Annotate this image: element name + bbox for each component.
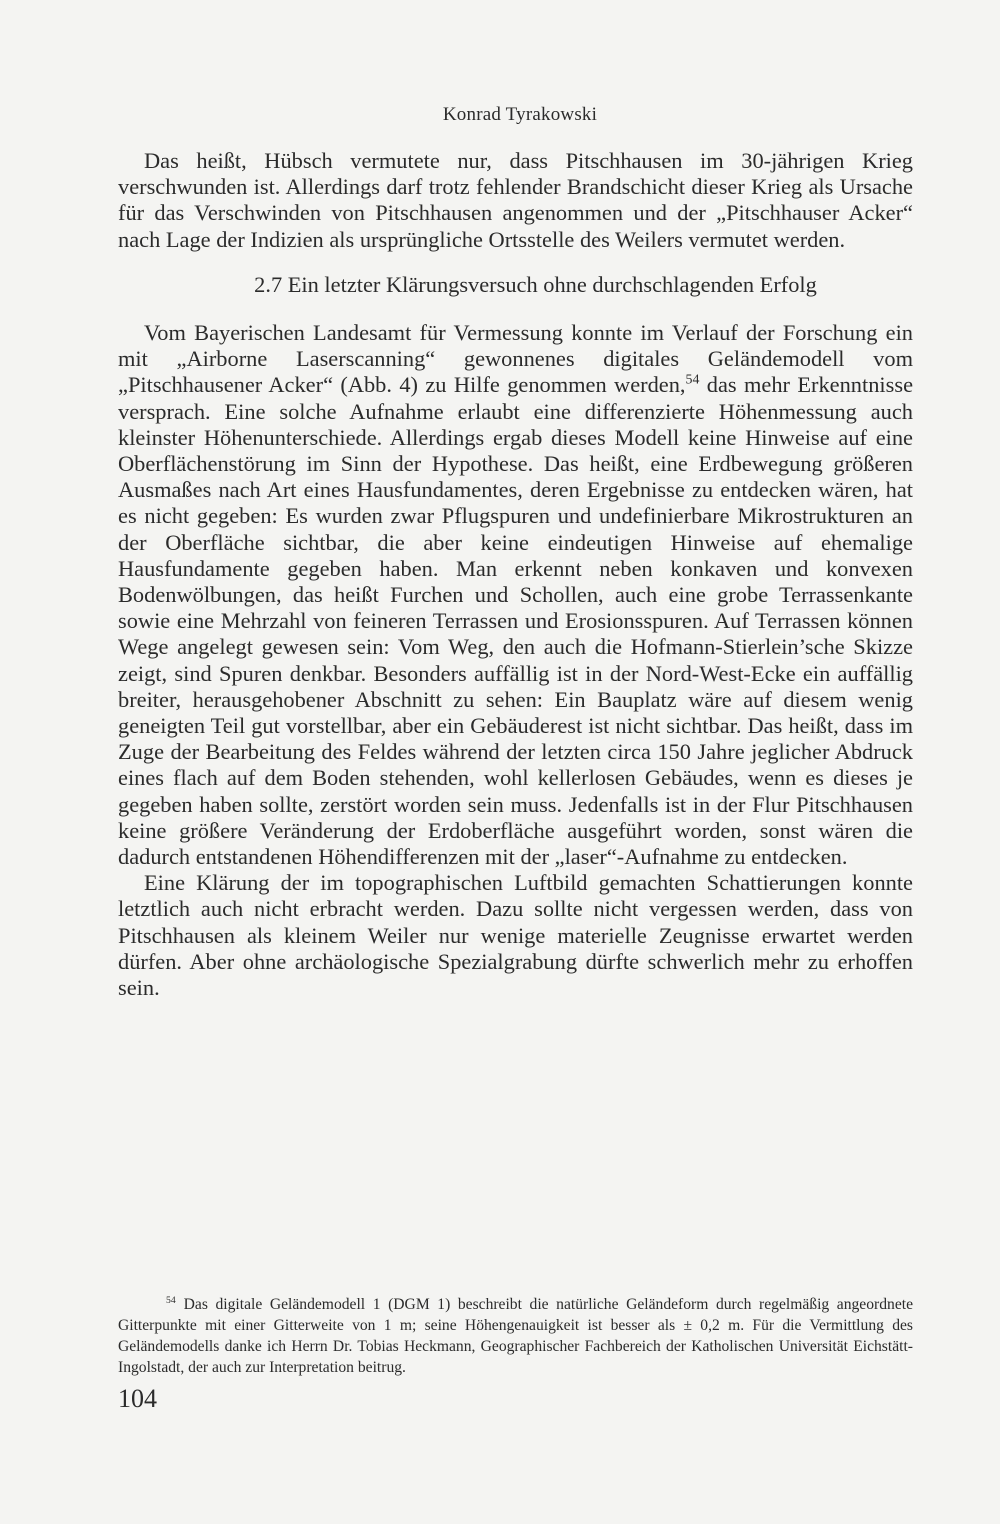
- footnote-reference-54[interactable]: 54: [685, 372, 700, 388]
- page-number: 104: [118, 1384, 157, 1413]
- paragraph-2: [118, 320, 913, 870]
- running-head: Konrad Tyrakowski: [442, 104, 598, 125]
- footnote-54: $^{54}$ Das digitale Geländemodell 1 (DGM 1) beschreibt die natürliche Geländeform durch regelmäßig angeordnete Gitterpunkte mit einer Gitterweite von 1 m; seine Höhengenauigkeit ist besser als ± 0,2 m. Für die Vermittlung des Geländemodells danke ich Herrn Dr. Tobias Heckmann, Geographischer Fachbereich der Katholischen Universität Eichstätt-Ingolstadt, der auch zur Interpretation beitrug.: [118, 1294, 913, 1376]
- main-text: [118, 148, 913, 1001]
- paragraph-3: Eine Klärung der im topographischen Luftbild gemachten Schattierungen konnte letztlich auch nicht erbracht werden. Dazu sollte nicht vergessen werden, dass von Pitschhausen als kleinem Weiler nur wenige materielle Zeugnisse erwartet werden dürfen. Aber ohne archäologische Spezialgrabung dürfte schwerlich mehr zu erhoffen sein.: [118, 870, 913, 1001]
- section-heading: 2.7 Ein letzter Klärungsversuch ohne durchschlagenden Erfolg: [254, 271, 817, 297]
- footnote-text: Das digitale Geländemodell 1 (DGM 1) beschreibt die natürliche Geländeform durch regelmäßig angeordnete Gitterpunkte mit einer Gitterweite von 1 m; seine Höhengenauigkeit ist besser als ± 0,2 m. Für die Vermittlung des Geländemodells danke ich Herrn Dr. Tobias Heckmann, Geographischer Fachbereich der Katholischen Universität Eichstätt-Ingolstadt, der auch zur Interpretation beitrug.: [118, 1296, 913, 1376]
- footnotes: [118, 1294, 913, 1378]
- paragraph-2-text-a: Vom Bayerischen Landesamt für Vermessung konnte im Verlauf der Forschung ein mit „Airborne Laserscanning“ gewonnenes digitales Geländemodell vom „Pitschhausener Acker“ (Abb. 4) zu Hilfe genommen werden,: [118, 320, 913, 398]
- paragraph-2-text-b: das mehr Erkenntnisse versprach. Eine solche Aufnahme erlaubt eine differenzierte Höhenmessung auch kleinster Höhenunterschiede. Allerdings ergab dieses Modell keine Hinweise auf eine Oberflächenstörung im Sinn der Hypothese. Das heißt, eine Erdbewegung größeren Ausmaßes nach Art eines Hausfundamentes, deren Ergebnisse zu entdecken wären, hat es nicht gegeben: Es wurden zwar Pflugspuren und undefinierbare Mikrostrukturen an der Oberfläche sichtbar, die aber keine eindeutigen Hinweise auf ehemalige Hausfundamente gegeben haben. Man erkennt neben konkaven und konvexen Bodenwölbungen, das heißt Furchen und Schollen, auch eine grobe Terrassenkante sowie eine Mehrzahl von feineren Terrassen und Erosionsspuren. Auf Terrassen können Wege angelegt gewesen sein: Vom Weg, den auch die Hofmann-Stierlein’sche Skizze zeigt, sind Spuren denkbar. Besonders auffällig ist in der Nord-West-Ecke ein auffällig breiter, herausgehobener Abschnitt zu sehen: Ein Bauplatz wäre auf diesem wenig geneigten Teil gut vorstellbar, aber ein Gebäuderest ist nicht sichtbar. Das heißt, dass im Zuge der Bearbeitung des Feldes während der letzten circa 150 Jahre jeglicher Abdruck eines flach auf dem Boden stehenden, wohl kellerlosen Gebäudes, wenn es dieses je gegeben haben sollte, zerstört worden sein muss. Jedenfalls ist in der Flur Pitschhausen keine größere Veränderung der Erdoberfläche ausgeführt worden, sonst wären die dadurch entstandenen Höhendifferenzen mit der „laser“-Aufnahme zu entdecken.: [118, 372, 914, 870]
- paragraph-1: Das heißt, Hübsch vermutete nur, dass Pitschhausen im 30-jährigen Krieg verschwunden ist. Allerdings darf trotz fehlender Brandschicht dieser Krieg als Ursache für das Verschwinden von Pitschhausen angenommen und der „Pitschhauser Acker“ nach Lage der Indizien als ursprüngliche Ortsstelle des Weilers vermutet werden.: [118, 148, 913, 252]
